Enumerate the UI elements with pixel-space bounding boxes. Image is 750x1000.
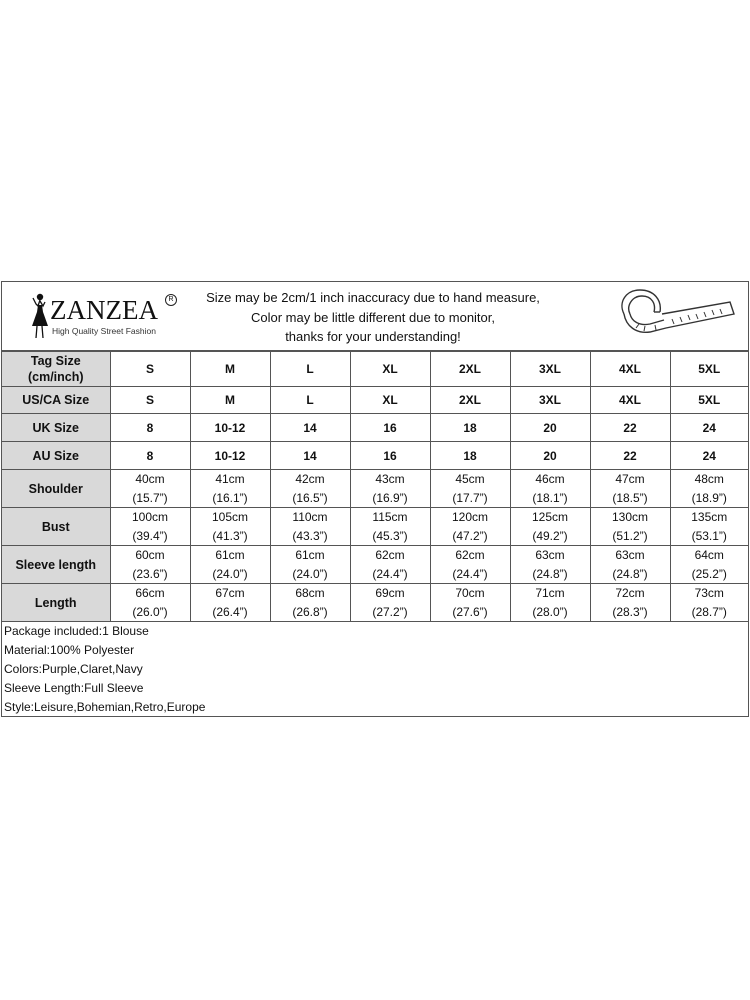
- cm-value: 130cm: [611, 510, 649, 524]
- measurement-cell: [190, 470, 270, 508]
- inch-value: (26.0”): [132, 604, 168, 619]
- measurement-cell: [510, 546, 590, 584]
- size-cell: M: [190, 352, 270, 387]
- size-cell: 18: [430, 442, 510, 470]
- measurement-cell: [110, 546, 190, 584]
- measurement-cell: [270, 470, 350, 508]
- row-label: Length: [2, 584, 110, 622]
- measurement-cell: [590, 546, 670, 584]
- cm-value: 62cm: [375, 548, 405, 562]
- cm-value: 68cm: [295, 586, 325, 600]
- size-cell: 4XL: [590, 387, 670, 414]
- measurement-cell: [590, 470, 670, 508]
- size-cell: 4XL: [590, 352, 670, 387]
- measurement-cell: [510, 584, 590, 622]
- inch-value: (47.2”): [452, 528, 488, 543]
- size-cell: 18: [430, 414, 510, 442]
- inch-value: (18.9”): [691, 490, 727, 505]
- size-cell: 3XL: [510, 387, 590, 414]
- inch-value: (24.8”): [612, 566, 648, 581]
- inch-value: (16.5”): [292, 490, 328, 505]
- notice-line: Size may be 2cm/1 inch inaccuracy due to hand measure,: [206, 290, 540, 305]
- table-row: [2, 442, 748, 470]
- size-cell: 22: [590, 414, 670, 442]
- cm-value: 71cm: [535, 586, 565, 600]
- measurement-cell: [430, 584, 510, 622]
- inch-value: (28.7”): [691, 604, 727, 619]
- info-line-material: Material:100% Polyester: [4, 643, 135, 657]
- cm-value: 70cm: [455, 586, 485, 600]
- inch-value: (45.3”): [372, 528, 408, 543]
- measurement-cell: [510, 508, 590, 546]
- measurement-cell: [350, 584, 430, 622]
- cm-value: 62cm: [455, 548, 485, 562]
- size-cell: 14: [270, 414, 350, 442]
- measurement-cell: [670, 546, 748, 584]
- table-row: [2, 387, 748, 414]
- measurement-cell: [670, 584, 748, 622]
- cm-value: 48cm: [694, 472, 724, 486]
- inch-value: (26.4”): [212, 604, 248, 619]
- inch-value: (43.3”): [292, 528, 328, 543]
- inch-value: (24.4”): [372, 566, 408, 581]
- table-row: [2, 414, 748, 442]
- size-cell: M: [190, 387, 270, 414]
- size-cell: 2XL: [430, 352, 510, 387]
- inch-value: (53.1”): [691, 528, 727, 543]
- cm-value: 110cm: [292, 510, 328, 524]
- measurement-cell: [270, 546, 350, 584]
- size-cell: 3XL: [510, 352, 590, 387]
- notice-line: thanks for your understanding!: [285, 329, 461, 344]
- measurement-cell: [110, 508, 190, 546]
- cm-value: 63cm: [615, 548, 645, 562]
- measurement-cell: [430, 470, 510, 508]
- size-cell: XL: [350, 352, 430, 387]
- cm-value: 135cm: [691, 510, 728, 524]
- size-cell: L: [270, 387, 350, 414]
- size-cell: 16: [350, 442, 430, 470]
- cm-value: 115cm: [372, 510, 408, 524]
- info-line-sleeve: Sleeve Length:Full Sleeve: [4, 681, 144, 695]
- inch-value: (28.0”): [532, 604, 568, 619]
- size-cell: S: [110, 387, 190, 414]
- cm-value: 120cm: [451, 510, 489, 524]
- measurement-cell: [350, 470, 430, 508]
- measurement-cell: [350, 508, 430, 546]
- row-label: UK Size: [2, 414, 110, 442]
- cm-value: 61cm: [295, 548, 325, 562]
- size-chart-header: [2, 282, 748, 351]
- measurement-cell: [430, 508, 510, 546]
- woman-silhouette-icon: [28, 292, 50, 340]
- inch-value: (24.0”): [212, 566, 248, 581]
- inch-value: (27.2”): [372, 604, 408, 619]
- size-cell: 16: [350, 414, 430, 442]
- cm-value: 40cm: [135, 472, 165, 486]
- measurement-cell: [190, 584, 270, 622]
- cm-value: 45cm: [455, 472, 485, 486]
- size-cell: 20: [510, 442, 590, 470]
- size-cell: 2XL: [430, 387, 510, 414]
- product-info: [4, 622, 205, 717]
- cm-value: 47cm: [615, 472, 645, 486]
- inch-value: (49.2”): [532, 528, 568, 543]
- row-label: Sleeve length: [2, 546, 110, 584]
- brand-name: ZANZEA: [50, 295, 158, 325]
- cm-value: 43cm: [375, 472, 405, 486]
- cm-value: 63cm: [535, 548, 565, 562]
- inch-value: (26.8”): [292, 604, 328, 619]
- tag-size-label: Tag Size (cm/inch): [27, 354, 84, 384]
- measurement-cell: [670, 470, 748, 508]
- cm-value: 73cm: [694, 586, 724, 600]
- size-cell: 8: [110, 442, 190, 470]
- measurement-cell: [190, 546, 270, 584]
- measurement-notice: [188, 288, 558, 347]
- inch-value: (15.7”): [132, 490, 168, 505]
- size-cell: 14: [270, 442, 350, 470]
- size-cell: 24: [670, 442, 748, 470]
- cm-value: 125cm: [531, 510, 569, 524]
- measurement-cell: [590, 508, 670, 546]
- measurement-cell: [190, 508, 270, 546]
- table-row: [2, 470, 748, 508]
- measurement-cell: [510, 470, 590, 508]
- table-row: [2, 546, 748, 584]
- table-row: [2, 352, 748, 387]
- size-cell: 5XL: [670, 352, 748, 387]
- cm-value: 100cm: [131, 510, 169, 524]
- measurement-cell: [270, 584, 350, 622]
- size-cell: 8: [110, 414, 190, 442]
- size-cell: 24: [670, 414, 748, 442]
- inch-value: (24.0”): [292, 566, 328, 581]
- measurement-cell: [590, 584, 670, 622]
- row-label: AU Size: [2, 442, 110, 470]
- table-row: [2, 508, 748, 546]
- cm-value: 66cm: [135, 586, 165, 600]
- cm-value: 67cm: [215, 586, 245, 600]
- inch-value: (16.9”): [372, 490, 408, 505]
- inch-value: (24.8”): [532, 566, 568, 581]
- row-label: Bust: [2, 508, 110, 546]
- inch-value: (41.3”): [212, 528, 248, 543]
- size-cell: 22: [590, 442, 670, 470]
- cm-value: 60cm: [135, 548, 165, 562]
- inch-value: (51.2”): [612, 528, 648, 543]
- inch-value: (27.6”): [452, 604, 488, 619]
- size-chart: [1, 281, 749, 717]
- size-cell: 10-12: [190, 442, 270, 470]
- inch-value: (17.7”): [452, 490, 488, 505]
- inch-value: (39.4”): [132, 528, 168, 543]
- row-label: US/CA Size: [2, 387, 110, 414]
- size-cell: 5XL: [670, 387, 748, 414]
- measuring-tape-icon: [616, 284, 738, 346]
- inch-value: (24.4”): [452, 566, 488, 581]
- registered-mark-icon: R: [165, 294, 177, 306]
- size-cell: S: [110, 352, 190, 387]
- size-cell: L: [270, 352, 350, 387]
- inch-value: (25.2”): [691, 566, 727, 581]
- info-line-package: Package included:1 Blouse: [4, 624, 149, 638]
- inch-value: (16.1”): [212, 490, 248, 505]
- cm-value: 46cm: [535, 472, 565, 486]
- measurement-cell: [110, 470, 190, 508]
- measurement-cell: [350, 546, 430, 584]
- measurement-cell: [430, 546, 510, 584]
- inch-value: (28.3”): [612, 604, 648, 619]
- cm-value: 69cm: [375, 586, 405, 600]
- cm-value: 61cm: [215, 548, 245, 562]
- brand-logo: [24, 290, 184, 342]
- notice-line: Color may be little different due to monitor,: [251, 309, 495, 325]
- row-label-tag-size: [2, 352, 110, 387]
- cm-value: 41cm: [215, 472, 245, 486]
- size-cell: 10-12: [190, 414, 270, 442]
- inch-value: (18.5”): [612, 490, 648, 505]
- info-line-colors: Colors:Purple,Claret,Navy: [4, 662, 143, 676]
- brand-tagline: High Quality Street Fashion: [52, 326, 156, 336]
- table-row: [2, 584, 748, 622]
- cm-value: 42cm: [295, 472, 325, 486]
- cm-value: 72cm: [615, 586, 645, 600]
- cm-value: 64cm: [694, 548, 724, 562]
- info-line-style: Style:Leisure,Bohemian,Retro,Europe: [4, 700, 206, 714]
- measurement-cell: [670, 508, 748, 546]
- inch-value: (18.1”): [532, 490, 568, 505]
- row-label: Shoulder: [2, 470, 110, 508]
- measurement-cell: [110, 584, 190, 622]
- size-cell: XL: [350, 387, 430, 414]
- cm-value: 105cm: [211, 510, 249, 524]
- size-table: [2, 351, 748, 622]
- measurement-cell: [270, 508, 350, 546]
- size-cell: 20: [510, 414, 590, 442]
- inch-value: (23.6”): [132, 566, 168, 581]
